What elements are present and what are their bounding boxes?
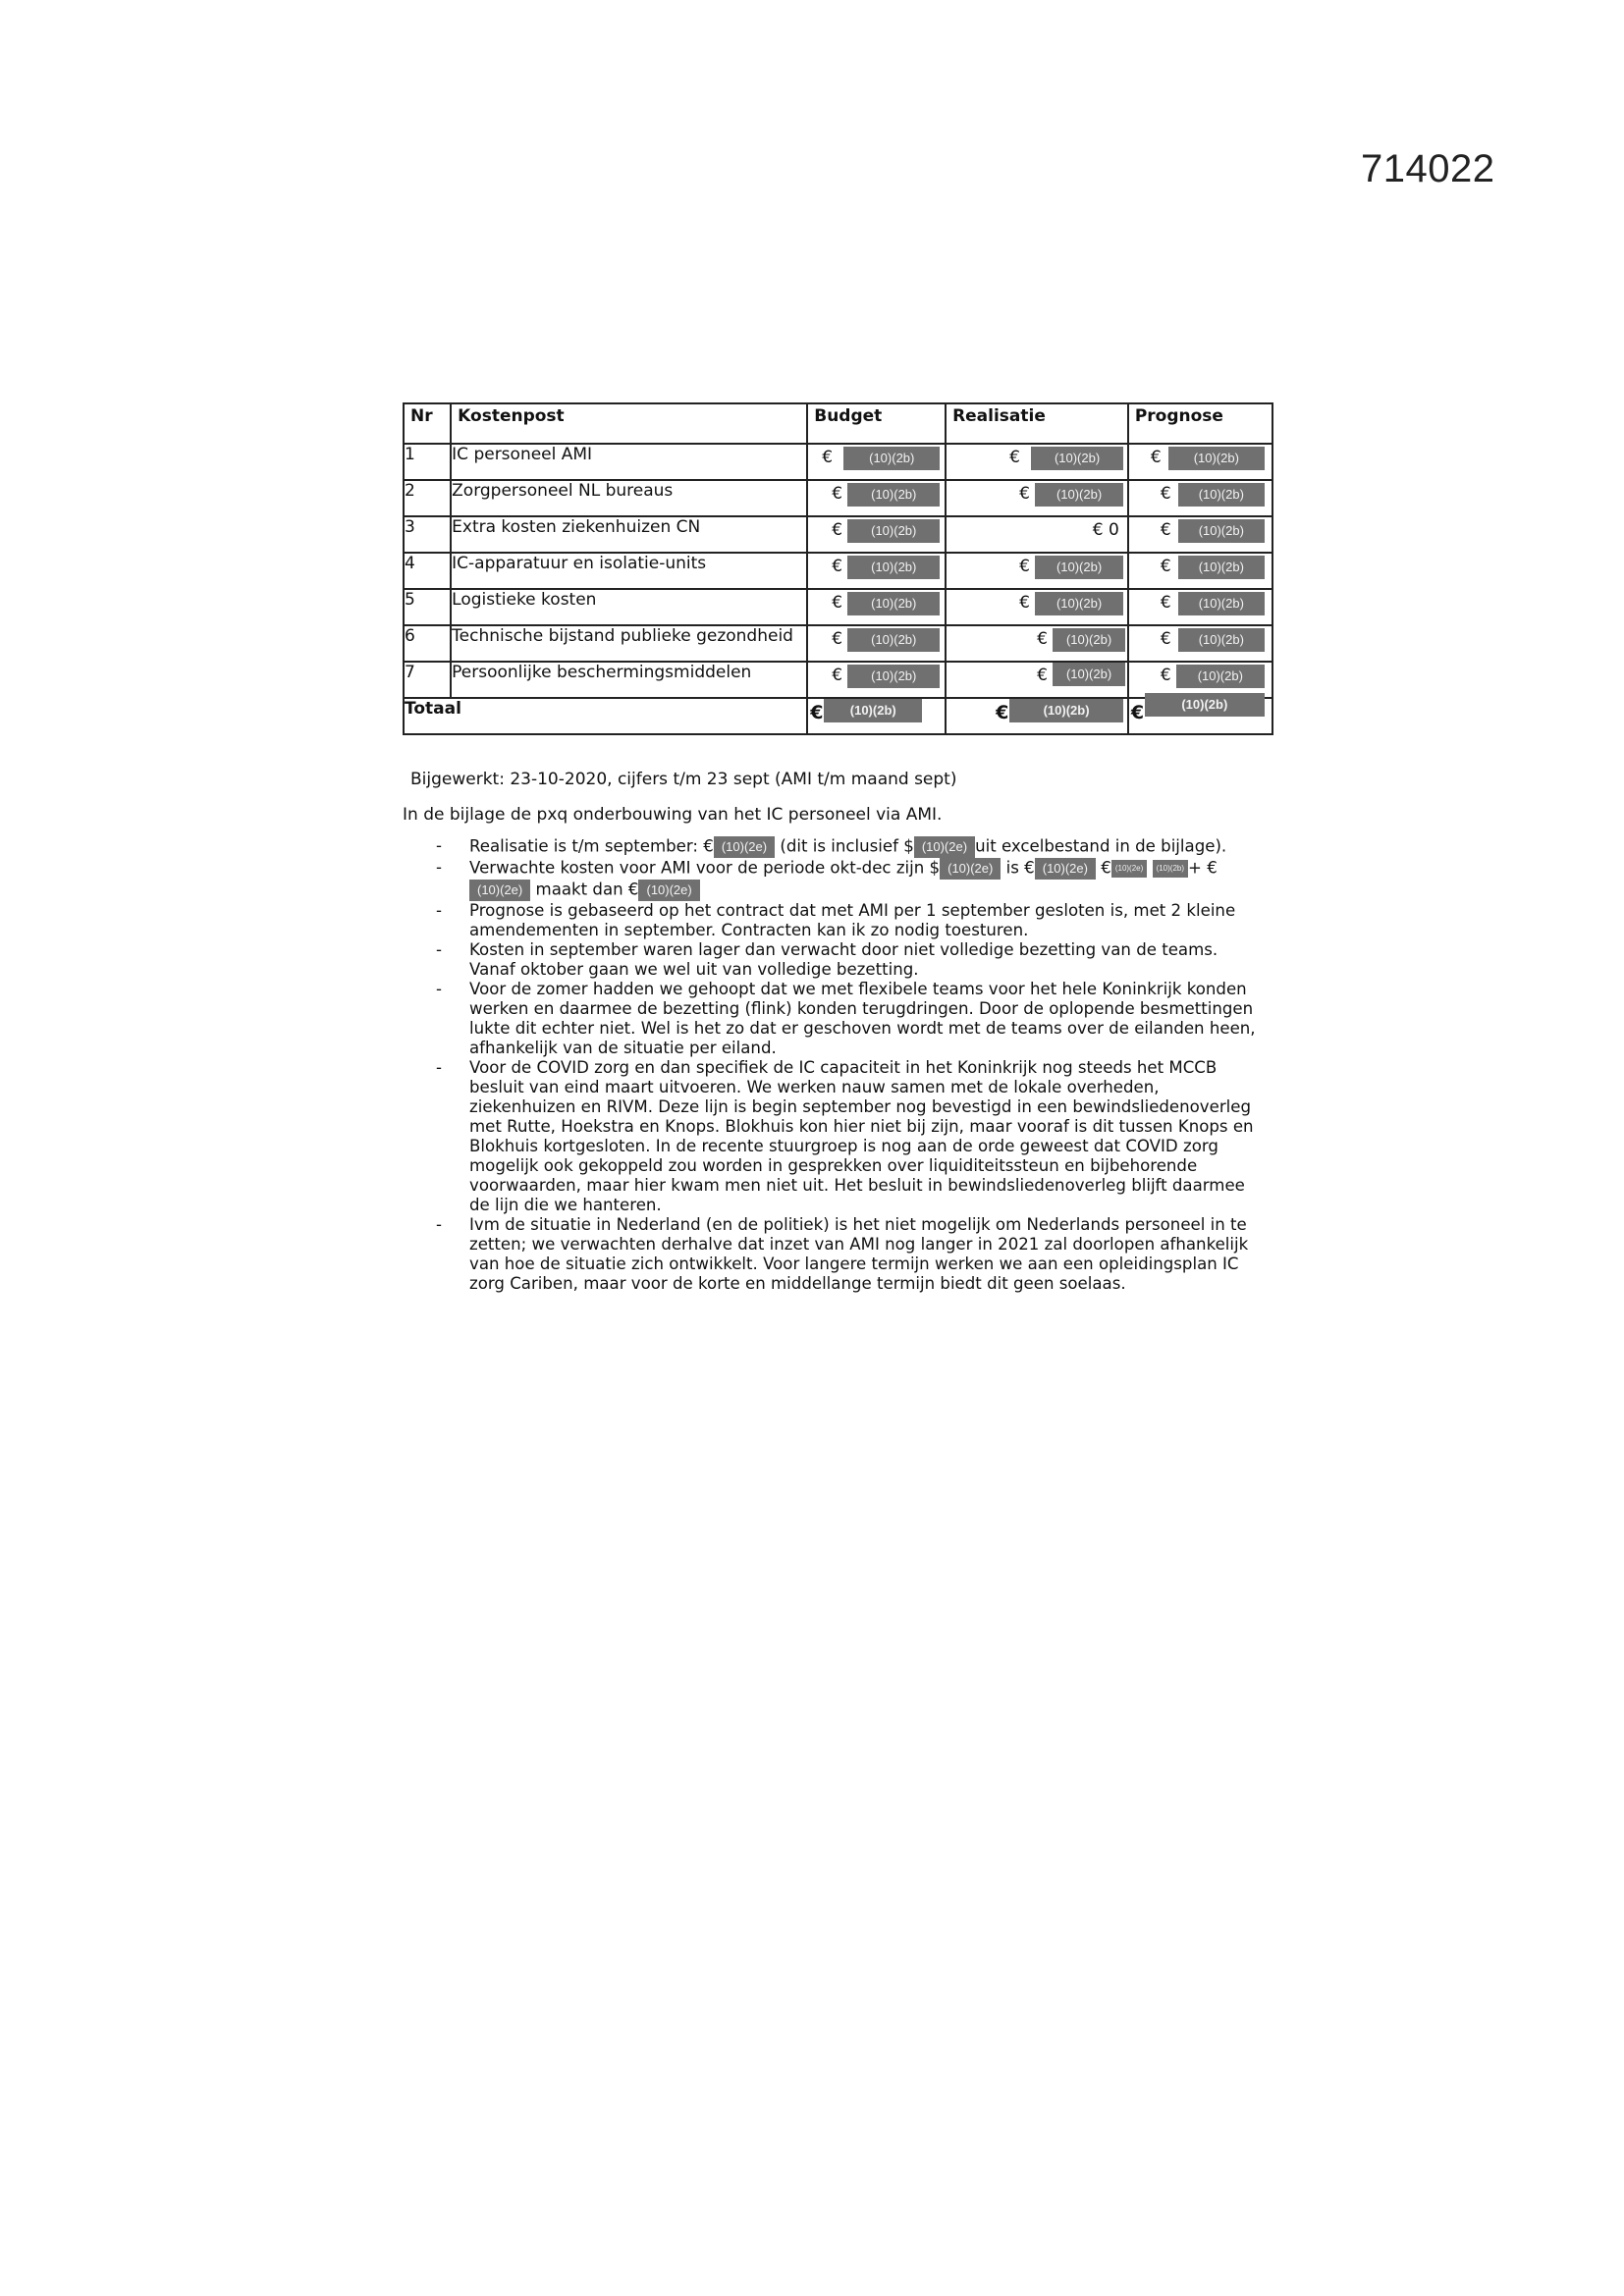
row-kostenpost: Zorgpersoneel NL bureaus: [451, 480, 807, 516]
redaction-box: (10)(2b): [1145, 693, 1265, 717]
row-budget: € (10)(2b): [807, 516, 946, 553]
redaction-box: (10)(2b): [1178, 519, 1265, 543]
redaction-box: (10)(2b): [1035, 556, 1123, 579]
row-budget: € (10)(2b): [807, 662, 946, 698]
intro-line: In de bijlage de pxq onderbouwing van het IC personeel via AMI.: [403, 805, 943, 825]
list-item: - Kosten in september waren lager dan verwacht door niet volledige bezetting van de teams. Vanaf oktober gaan we wel uit van volledige bezetting.: [436, 940, 1218, 979]
list-item: - Ivm de situatie in Nederland (en de politiek) is het niet mogelijk om Nederlands personeel in te zetten; we verwachten derhalve dat inzet van AMI nog langer in 2021 zal doorlopen afhankelijk van hoe de situatie zich ontwikkelt. Voor langere termijn werken we aan een opleidingsplan IC zorg Cariben, maar voor de korte en middellange termijn biedt dit geen soelaas.: [436, 1215, 1249, 1293]
table-row: [404, 516, 1272, 553]
redaction-box: (10)(2e): [638, 880, 699, 901]
redaction-box: (10)(2e): [469, 880, 530, 901]
list-item: - Voor de zomer hadden we gehoopt dat we met flexibele teams voor het hele Koninkrijk konden werken en daarmee de bezetting (flink) konden terugdringen. Door de oplopende besmettingen lukte dit echter niet. Wel is het zo dat er geschoven wordt met de teams over de eilanden heen, afhankelijk van de situatie per eiland.: [436, 980, 1256, 1057]
row-nr: 7: [404, 662, 451, 698]
redaction-box: (10)(2b): [1035, 592, 1123, 615]
redaction-box: (10)(2b): [824, 699, 922, 722]
row-prognose: € (10)(2b): [1128, 444, 1272, 480]
row-realisatie: € (10)(2b): [946, 589, 1128, 625]
total-label: Totaal: [404, 698, 807, 734]
total-realisatie: € (10)(2b): [946, 698, 1128, 734]
row-realisatie: € (10)(2b): [946, 662, 1128, 698]
redaction-box: (10)(2e): [1035, 858, 1096, 880]
updated-line: Bijgewerkt: 23-10-2020, cijfers t/m 23 sept (AMI t/m maand sept): [410, 770, 957, 789]
table-row: [404, 662, 1272, 698]
row-budget: € (10)(2b): [807, 444, 946, 480]
bullet-list: [403, 836, 1267, 1294]
list-item: - Verwachte kosten voor AMI voor de periode okt-dec zijn $ (10)(2e) is € (10)(2e) € (10)(2e) (10)(2b) + €(10)(2e) maakt dan € (10)(2e): [403, 858, 1267, 901]
row-nr: 2: [404, 480, 451, 516]
table-row: [404, 444, 1272, 480]
total-prognose: € (10)(2b): [1128, 698, 1272, 734]
row-kostenpost: Extra kosten ziekenhuizen CN: [451, 516, 807, 553]
redaction-box: (10)(2b): [1176, 665, 1265, 688]
table-total-row: [404, 698, 1272, 734]
redaction-box: (10)(2b): [1153, 860, 1188, 878]
list-item: - Realisatie is t/m september: € (10)(2e) (dit is inclusief $ (10)(2e) uit excelbestand in de bijlage).: [403, 836, 1267, 858]
table-row: [404, 589, 1272, 625]
redaction-box: (10)(2e): [1111, 860, 1147, 878]
total-budget: € (10)(2b): [807, 698, 946, 734]
cost-table: [403, 402, 1273, 735]
row-budget: € (10)(2b): [807, 589, 946, 625]
redaction-box: (10)(2e): [714, 836, 775, 858]
redaction-box: (10)(2b): [1178, 556, 1265, 579]
table-row: [404, 625, 1272, 662]
redaction-box: (10)(2b): [843, 447, 940, 470]
row-prognose: € (10)(2b): [1128, 662, 1272, 698]
row-realisatie: € (10)(2b): [946, 480, 1128, 516]
list-item: - Prognose is gebaseerd op het contract dat met AMI per 1 september gesloten is, met 2 kleine amendementen in september. Contracten kan ik zo nodig toesturen.: [436, 901, 1236, 939]
redaction-box: (10)(2b): [1178, 483, 1265, 507]
row-budget: € (10)(2b): [807, 553, 946, 589]
document-number: 714022: [1361, 147, 1495, 190]
redaction-box: (10)(2b): [1009, 699, 1123, 722]
redaction-box: (10)(2b): [1035, 483, 1123, 507]
header-nr: Nr: [404, 403, 451, 444]
redaction-box: (10)(2b): [847, 519, 940, 543]
row-nr: 6: [404, 625, 451, 662]
redaction-box: (10)(2e): [914, 836, 975, 858]
row-realisatie: € (10)(2b): [946, 444, 1128, 480]
row-budget: € (10)(2b): [807, 480, 946, 516]
redaction-box: (10)(2b): [1031, 447, 1123, 470]
redaction-box: (10)(2b): [1178, 592, 1265, 615]
redaction-box: (10)(2b): [1053, 628, 1125, 652]
redaction-box: (10)(2b): [1168, 447, 1265, 470]
row-kostenpost: IC-apparatuur en isolatie-units: [451, 553, 807, 589]
header-budget: Budget: [807, 403, 946, 444]
row-kostenpost: Technische bijstand publieke gezondheid: [451, 625, 807, 662]
table-header-row: [404, 403, 1272, 444]
row-nr: 4: [404, 553, 451, 589]
realisatie-zero: € 0: [1092, 520, 1119, 540]
table-row: [404, 553, 1272, 589]
row-realisatie: € (10)(2b): [946, 625, 1128, 662]
redaction-box: (10)(2b): [1053, 663, 1125, 686]
row-prognose: € (10)(2b): [1128, 553, 1272, 589]
row-realisatie: [946, 516, 1128, 553]
row-budget: € (10)(2b): [807, 625, 946, 662]
row-nr: 1: [404, 444, 451, 480]
header-prognose: Prognose: [1128, 403, 1272, 444]
row-kostenpost: IC personeel AMI: [451, 444, 807, 480]
redaction-box: (10)(2b): [1178, 628, 1265, 652]
redaction-box: (10)(2b): [847, 483, 940, 507]
row-realisatie: € (10)(2b): [946, 553, 1128, 589]
redaction-box: (10)(2b): [847, 556, 940, 579]
row-kostenpost: Persoonlijke beschermingsmiddelen: [451, 662, 807, 698]
header-kostenpost: Kostenpost: [451, 403, 807, 444]
redaction-box: (10)(2b): [847, 592, 940, 615]
row-prognose: € (10)(2b): [1128, 516, 1272, 553]
table-row: [404, 480, 1272, 516]
row-prognose: € (10)(2b): [1128, 589, 1272, 625]
row-kostenpost: Logistieke kosten: [451, 589, 807, 625]
redaction-box: (10)(2b): [847, 665, 940, 688]
redaction-box: (10)(2e): [940, 858, 1001, 880]
row-nr: 3: [404, 516, 451, 553]
row-prognose: € (10)(2b): [1128, 480, 1272, 516]
redaction-box: (10)(2b): [847, 628, 940, 652]
header-realisatie: Realisatie: [946, 403, 1128, 444]
row-nr: 5: [404, 589, 451, 625]
row-prognose: € (10)(2b): [1128, 625, 1272, 662]
list-item: - Voor de COVID zorg en dan specifiek de IC capaciteit in het Koninkrijk nog steeds het MCCB besluit van eind maart uitvoeren. We werken nauw samen met de lokale overheden, ziekenhuizen en RIVM. Deze lijn is begin september nog bevestigd in een bewindsliedenoverleg met Rutte, Hoekstra en Knops. Blokhuis kon hier niet bij zijn, maar vooraf is dit tussen Knops en Blokhuis kortgesloten. In de recente stuurgroep is nog aan de orde geweest dat COVID zorg mogelijk ook gekoppeld zou worden in gesprekken over liquiditeitssteun en bijbehorende voorwaarden, maar hier kwam men niet uit. Het besluit in bewindsliedenoverleg blijft daarmee de lijn die we hanteren.: [436, 1058, 1254, 1214]
